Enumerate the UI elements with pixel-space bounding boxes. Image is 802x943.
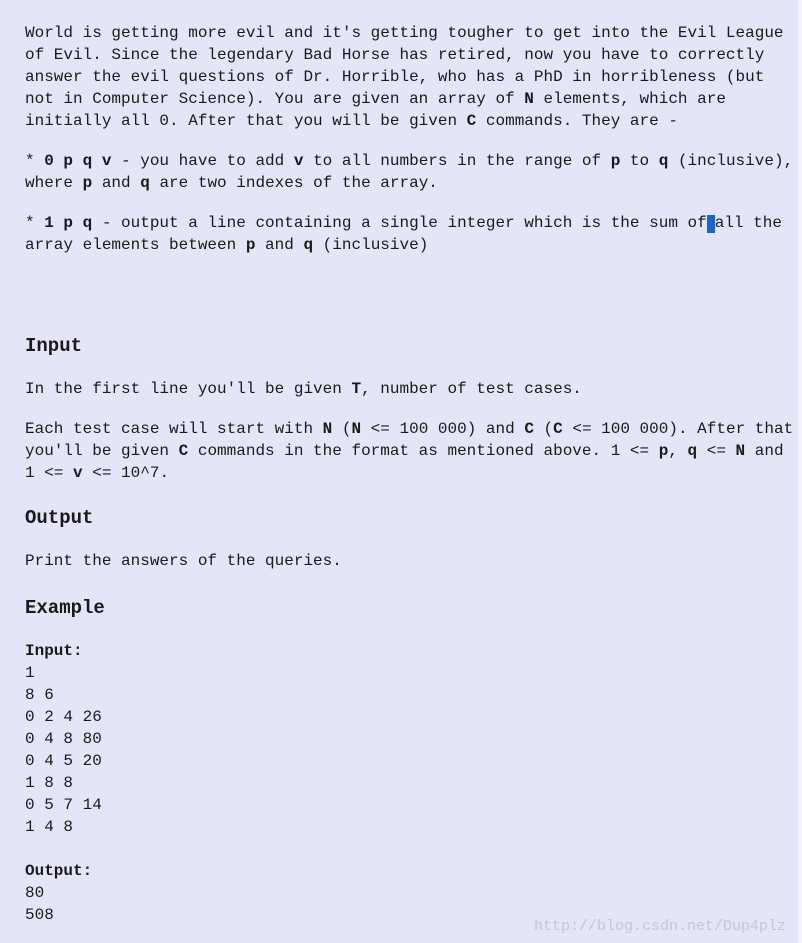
text: <= 10^7. xyxy=(82,464,170,482)
var-q: q xyxy=(303,236,314,254)
text: , number of test cases. xyxy=(361,380,582,398)
example-input-block: 1 8 6 0 2 4 26 0 4 8 80 0 4 5 20 1 8 8 0 5 7 14 1 4 8 xyxy=(25,664,102,836)
command-query: 1 p q xyxy=(44,214,93,232)
var-v: v xyxy=(73,464,83,482)
text: commands. They are - xyxy=(476,112,678,130)
text: (inclusive) xyxy=(313,236,429,254)
var-c: C xyxy=(178,442,189,460)
var-p: p xyxy=(610,152,621,170)
var-q: q xyxy=(140,174,150,192)
text: to all numbers in the range of xyxy=(303,152,611,170)
command-add: 0 p q v xyxy=(44,152,112,170)
text: to xyxy=(620,152,659,170)
output-heading: Output xyxy=(25,507,94,529)
bullet: * xyxy=(25,152,45,170)
var-n: N xyxy=(322,420,333,438)
watermark: http://blog.csdn.net/Dup4plz xyxy=(533,918,786,935)
text: are two indexes of the array. xyxy=(149,174,438,192)
statement-paragraph-1 xyxy=(25,22,795,132)
problem-content xyxy=(25,22,795,926)
var-p: p xyxy=(245,236,256,254)
input-paragraph-2 xyxy=(25,418,795,484)
text: <= 100 000) and xyxy=(361,420,525,438)
text: (inclusive), where xyxy=(25,152,794,192)
text-cursor-selection[interactable] xyxy=(707,215,715,233)
example-output-block: 80 508 xyxy=(25,884,54,924)
text: commands in the format as mentioned above. 1 <= xyxy=(188,442,659,460)
var-q: q xyxy=(687,442,698,460)
var-p: p xyxy=(658,442,669,460)
text: elements, which are initially all 0. After that you will be given xyxy=(25,90,726,130)
text: and xyxy=(255,236,304,254)
text: Each test case will start with xyxy=(25,420,323,438)
var-n: N xyxy=(524,90,534,108)
output-paragraph: Print the answers of the queries. xyxy=(25,552,342,570)
var-t: T xyxy=(351,380,362,398)
text: <= 100 000). After that you'll be given xyxy=(25,420,794,460)
var-c: C xyxy=(524,420,534,438)
example-input-label: Input: xyxy=(25,642,83,660)
example-heading: Example xyxy=(25,597,105,619)
var-n: N xyxy=(735,442,746,460)
var-n: N xyxy=(351,420,362,438)
text: World is getting more evil and it's getting tougher to get into the Evil League of Evil. Since the legendary Bad Horse has retired, now you have to correctly answer the evil questions of Dr. Horrible, who has a PhD in horribleness (but not in Computer Science). You are given an array of xyxy=(25,24,784,108)
statement-command-query xyxy=(25,212,795,256)
var-p: p xyxy=(82,174,93,192)
text: - you have to add xyxy=(111,152,294,170)
bullet: * xyxy=(25,214,45,232)
var-c: C xyxy=(553,420,563,438)
text: - output a line containing a single integer which is the sum of xyxy=(92,214,707,232)
text: and 1 <= xyxy=(25,442,784,482)
example-output-label: Output: xyxy=(25,862,93,880)
input-heading: Input xyxy=(25,335,83,357)
input-paragraph-1 xyxy=(25,378,795,400)
text: In the first line you'll be given xyxy=(25,380,352,398)
text: , xyxy=(668,442,688,460)
text: ( xyxy=(332,420,352,438)
text: all the array elements between xyxy=(25,214,782,254)
text: ( xyxy=(533,420,554,438)
var-c: C xyxy=(466,112,477,130)
text: <= xyxy=(697,442,736,460)
statement-command-add xyxy=(25,150,795,194)
var-q: q xyxy=(658,152,669,170)
var-v: v xyxy=(293,152,304,170)
text: and xyxy=(92,174,141,192)
